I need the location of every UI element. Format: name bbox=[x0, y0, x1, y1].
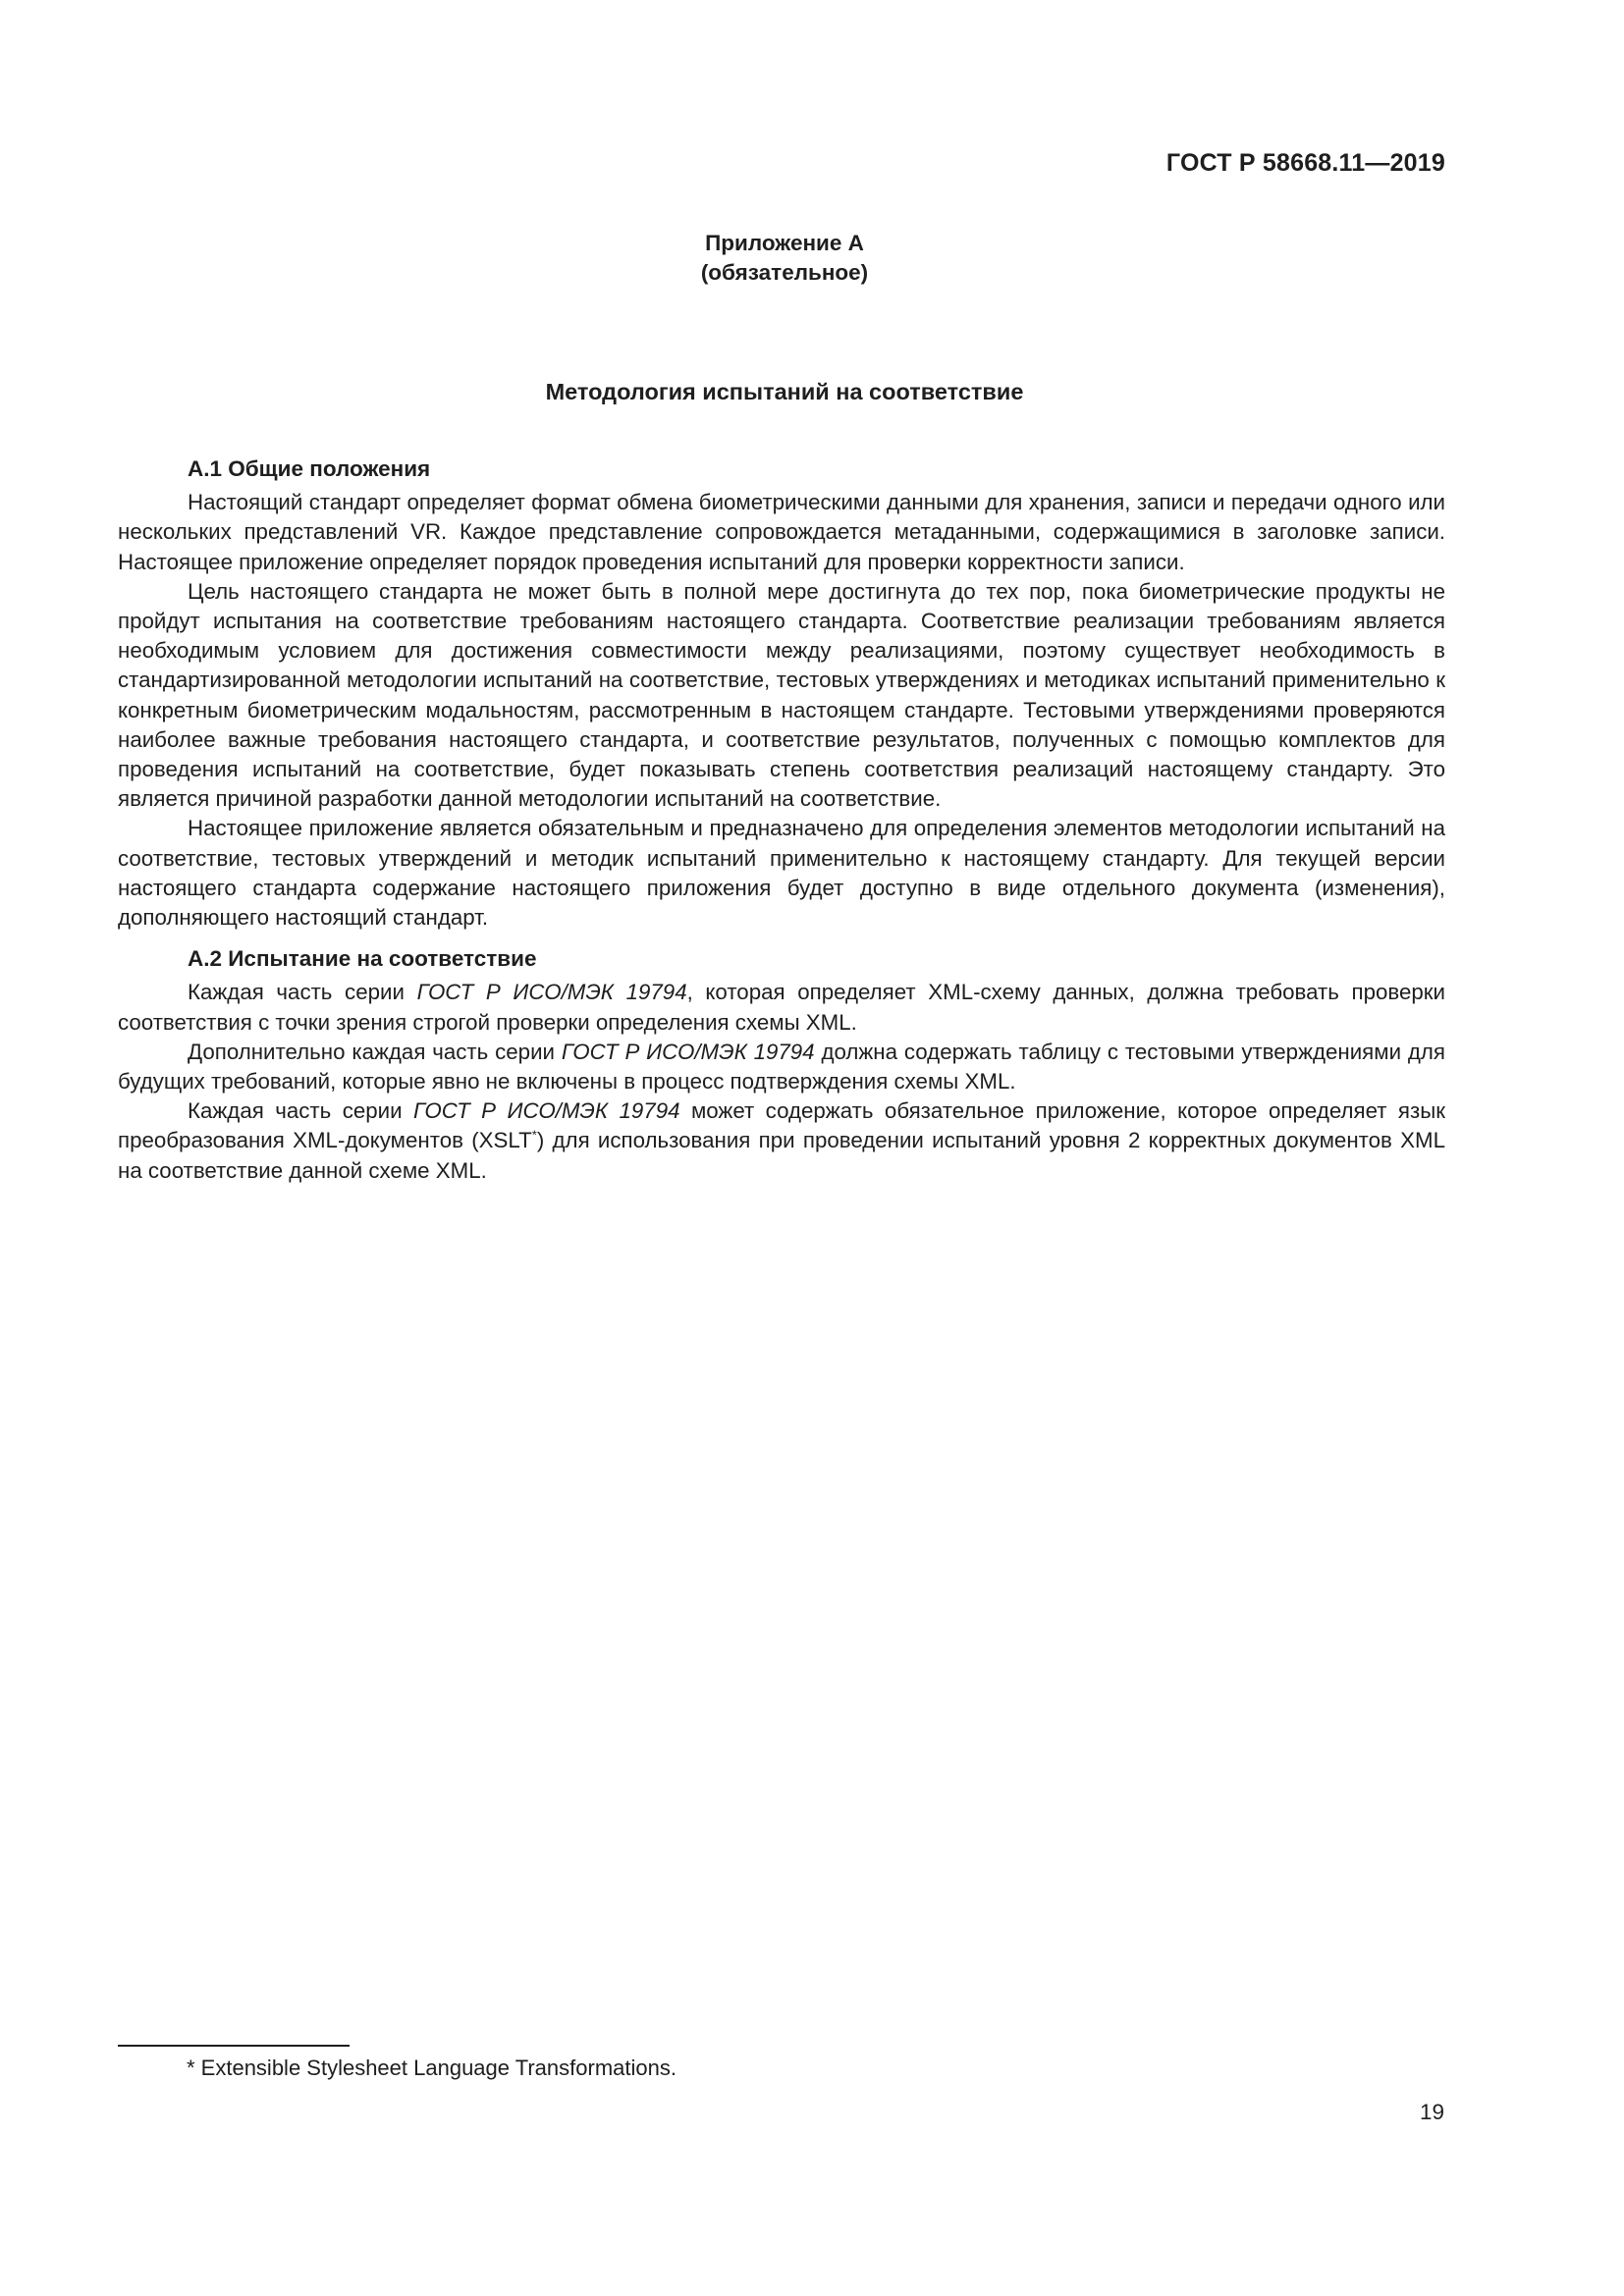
standard-reference: ГОСТ Р ИСО/МЭК 19794 bbox=[561, 1039, 815, 1064]
section-a2-heading: А.2 Испытание на соответствие bbox=[188, 946, 537, 972]
text-run: ) для использования при проведении испытаний уровня 2 корректных документов XML на соответствие данной схеме XML. bbox=[118, 1128, 1445, 1183]
section-a1-paragraph-3: Настоящее приложение является обязательным и предназначено для определения элементов методологии испытаний на соответствие, тестовых утверждений и методик испытаний применительно к настоящему стандарту. Для текущей версии настоящего стандарта содержание настоящего приложения будет доступно в виде отдельного документа (изменения), дополняющего настоящий стандарт. bbox=[118, 816, 1445, 931]
text-run: , которая определяет XML-схему данных, должна требовать проверки соответствия с точки зрения строгой проверки определения схемы XML. bbox=[118, 980, 1445, 1035]
page-number: 19 bbox=[1419, 2100, 1444, 2124]
annex-status: (обязательное) bbox=[700, 260, 869, 285]
footnote-marker[interactable]: * bbox=[531, 1128, 537, 1144]
section-a1-heading: А.1 Общие положения bbox=[188, 456, 431, 481]
section-a2-paragraph-2 bbox=[118, 1038, 1445, 1096]
footnote-separator bbox=[118, 2045, 350, 2047]
annex-title: Приложение А bbox=[705, 231, 864, 255]
standard-reference: ГОСТ Р ИСО/МЭК 19794 bbox=[413, 1098, 680, 1124]
section-a1-paragraph-2: Цель настоящего стандарта не может быть в полной мере достигнута до тех пор, пока биометрические продукты не пройдут испытания на соответствие требованиям настоящего стандарта. Соответствие реализации требованиям является необходимым условием для достижения совместимости между реализациями, поэтому существует необходимость в стандартизированной методологии испытаний на соответствие, тестовых утверждениях и методиках испытаний применительно к конкретным биометрическим модальностям, рассмотренным в настоящем стандарте. Тестовыми утверждениями проверяются наиболее важные требования настоящего стандарта, и соответствие результатов, полученных с помощью комплектов для проведения испытаний на соответствие, будет показывать степень соответствия реализаций настоящему стандарту. Это является причиной разработки данной методологии испытаний на соответствие. bbox=[118, 578, 1445, 812]
section-a2-paragraph-1 bbox=[118, 978, 1445, 1037]
text-run: Каждая часть серии bbox=[188, 980, 417, 1005]
standard-reference: ГОСТ Р ИСО/МЭК 19794 bbox=[416, 980, 687, 1005]
annex-heading bbox=[0, 229, 1569, 288]
section-a2-paragraph-3 bbox=[118, 1096, 1445, 1186]
section-a1-paragraph-1: Настоящий стандарт определяет формат обмена биометрическими данными для хранения, записи и передачи одного или нескольких представлений VR. Каждое представление сопровождается метаданными, содержащимися в заголовке записи. Настоящее приложение определяет порядок проведения испытаний для проверки корректности записи. bbox=[118, 490, 1445, 574]
standard-code: ГОСТ Р 58668.11—2019 bbox=[1165, 149, 1445, 177]
text-run: должна содержать таблицу с тестовыми утверждениями для будущих требований, которые явно не включены в процесс подтверждения схемы XML. bbox=[118, 1039, 1445, 1095]
footnote-text: * Extensible Stylesheet Language Transformations. bbox=[187, 2056, 677, 2080]
document-body bbox=[118, 454, 1445, 1186]
text-run: Каждая часть серии bbox=[188, 1098, 414, 1124]
text-run: Дополнительно каждая часть серии bbox=[188, 1039, 562, 1064]
text-run: может содержать обязательное приложение, которое определяет язык преобразования XML-документов (XSLT bbox=[118, 1098, 1445, 1153]
page-title: Методология испытаний на соответствие bbox=[545, 379, 1024, 404]
